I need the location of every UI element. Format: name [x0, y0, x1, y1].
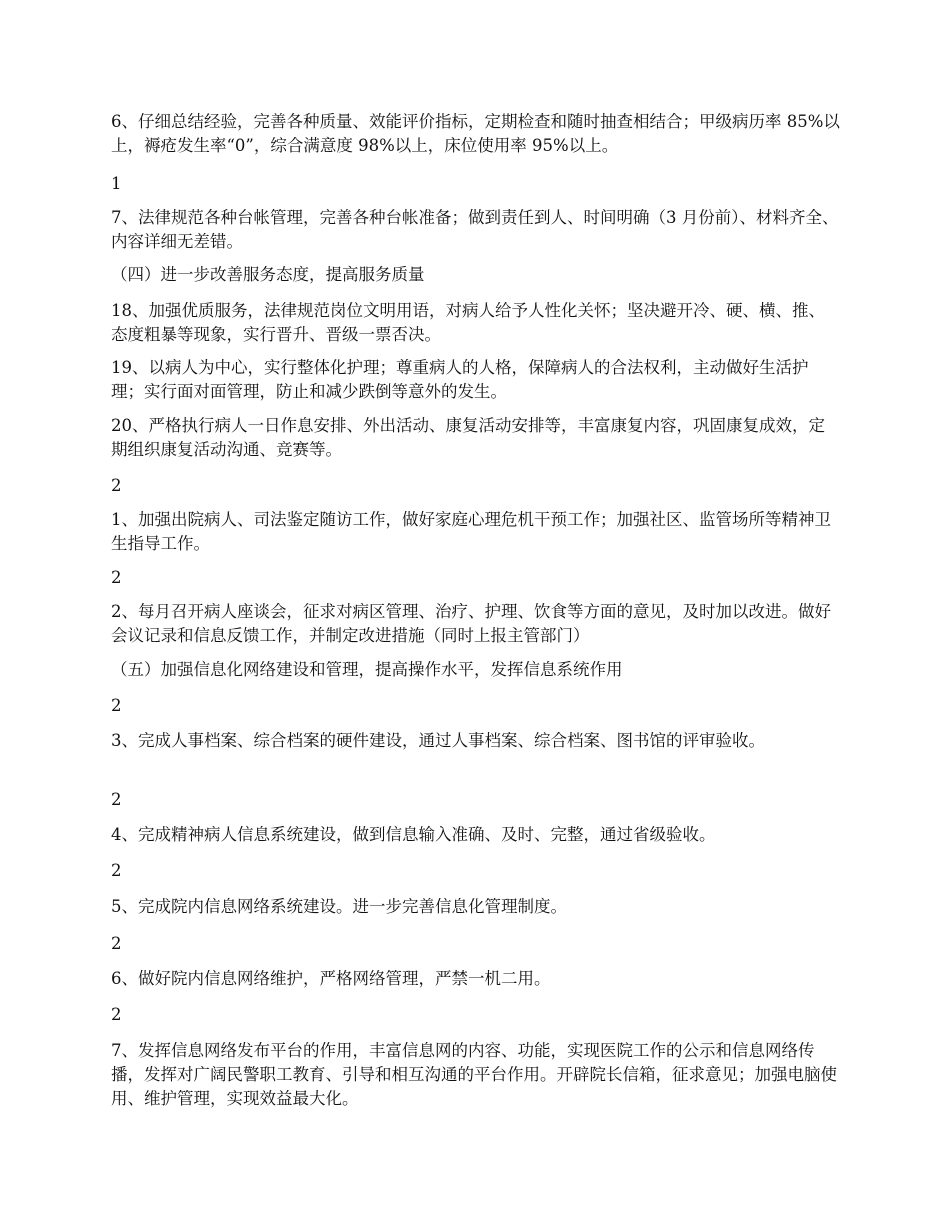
page-number-2b: 2	[111, 568, 122, 587]
paragraph-item-20-schedule: 20、严格执行病人一日作息安排、外出活动、康复活动安排等，丰富康复内容，巩固康复成效，定期组织康复活动沟通、竞赛等。	[111, 416, 825, 459]
paragraph-item-18-service: 18、加强优质服务，法律规范岗位文明用语，对病人给予人性化关怀；坚决避开冷、硬、横、推、态度粗暴等现象，实行晋升、晋级一票否决。	[111, 301, 825, 344]
page-number-2f: 2	[111, 934, 122, 953]
page-number-1: 1	[111, 174, 122, 193]
paragraph-item-2-meeting: 2、每月召开病人座谈会，征求对病区管理、治疗、护理、饮食等方面的意见，及时加以改进。做好会议记录和信息反馈工作，并制定改进措施（同时上报主管部门）	[111, 602, 831, 645]
paragraph-item-4-info-system: 4、完成精神病人信息系统建设，做到信息输入准确、及时、完整，通过省级验收。	[111, 825, 716, 844]
paragraph-item-7-platform: 7、发挥信息网络发布平台的作用，丰富信息网的内容、功能，实现医院工作的公示和信息网络传播，发挥对广阔民警职工教育、引导和相互沟通的平台作用。开辟院长信箱，征求意见；加强电脑使用、维护管理，实现效益最大化。	[111, 1041, 837, 1108]
paragraph-item-6-quality: 6、仔细总结经验，完善各种质量、效能评价指标，定期检查和随时抽查相结合；甲级病历率 85%以上，褥疮发生率“0”，综合满意度 98%以上，床位使用率 95%以上。	[111, 112, 840, 155]
page-number-2e: 2	[111, 861, 122, 880]
paragraph-item-3-archives: 3、完成人事档案、综合档案的硬件建设，通过人事档案、综合档案、图书馆的评审验收。	[111, 731, 765, 750]
page-number-2d: 2	[111, 790, 122, 809]
page-number-2c: 2	[111, 696, 122, 715]
section-heading-5: （五）加强信息化网络建设和管理，提高操作水平，发挥信息系统作用	[111, 660, 623, 679]
paragraph-item-19-care: 19、以病人为中心，实行整体化护理；尊重病人的人格，保障病人的合法权利，主动做好生活护理；实行面对面管理，防止和减少跌倒等意外的发生。	[111, 358, 809, 401]
paragraph-item-5-network: 5、完成院内信息网络系统建设。进一步完善信息化管理制度。	[111, 897, 567, 916]
paragraph-item-7-ledger: 7、法律规范各种台帐管理，完善各种台帐准备；做到责任到人、时间明确（3 月份前）、材料齐全、内容详细无差错。	[111, 208, 839, 251]
page-number-2g: 2	[111, 1005, 122, 1024]
paragraph-item-1-followup: 1、加强出院病人、司法鉴定随访工作，做好家庭心理危机干预工作；加强社区、监管场所等精神卫生指导工作。	[111, 510, 831, 553]
paragraph-item-6-maintenance: 6、做好院内信息网络维护，严格网络管理，严禁一机二用。	[111, 969, 551, 988]
page-number-2a: 2	[111, 476, 122, 495]
section-heading-4: （四）进一步改善服务态度，提高服务质量	[111, 265, 425, 284]
